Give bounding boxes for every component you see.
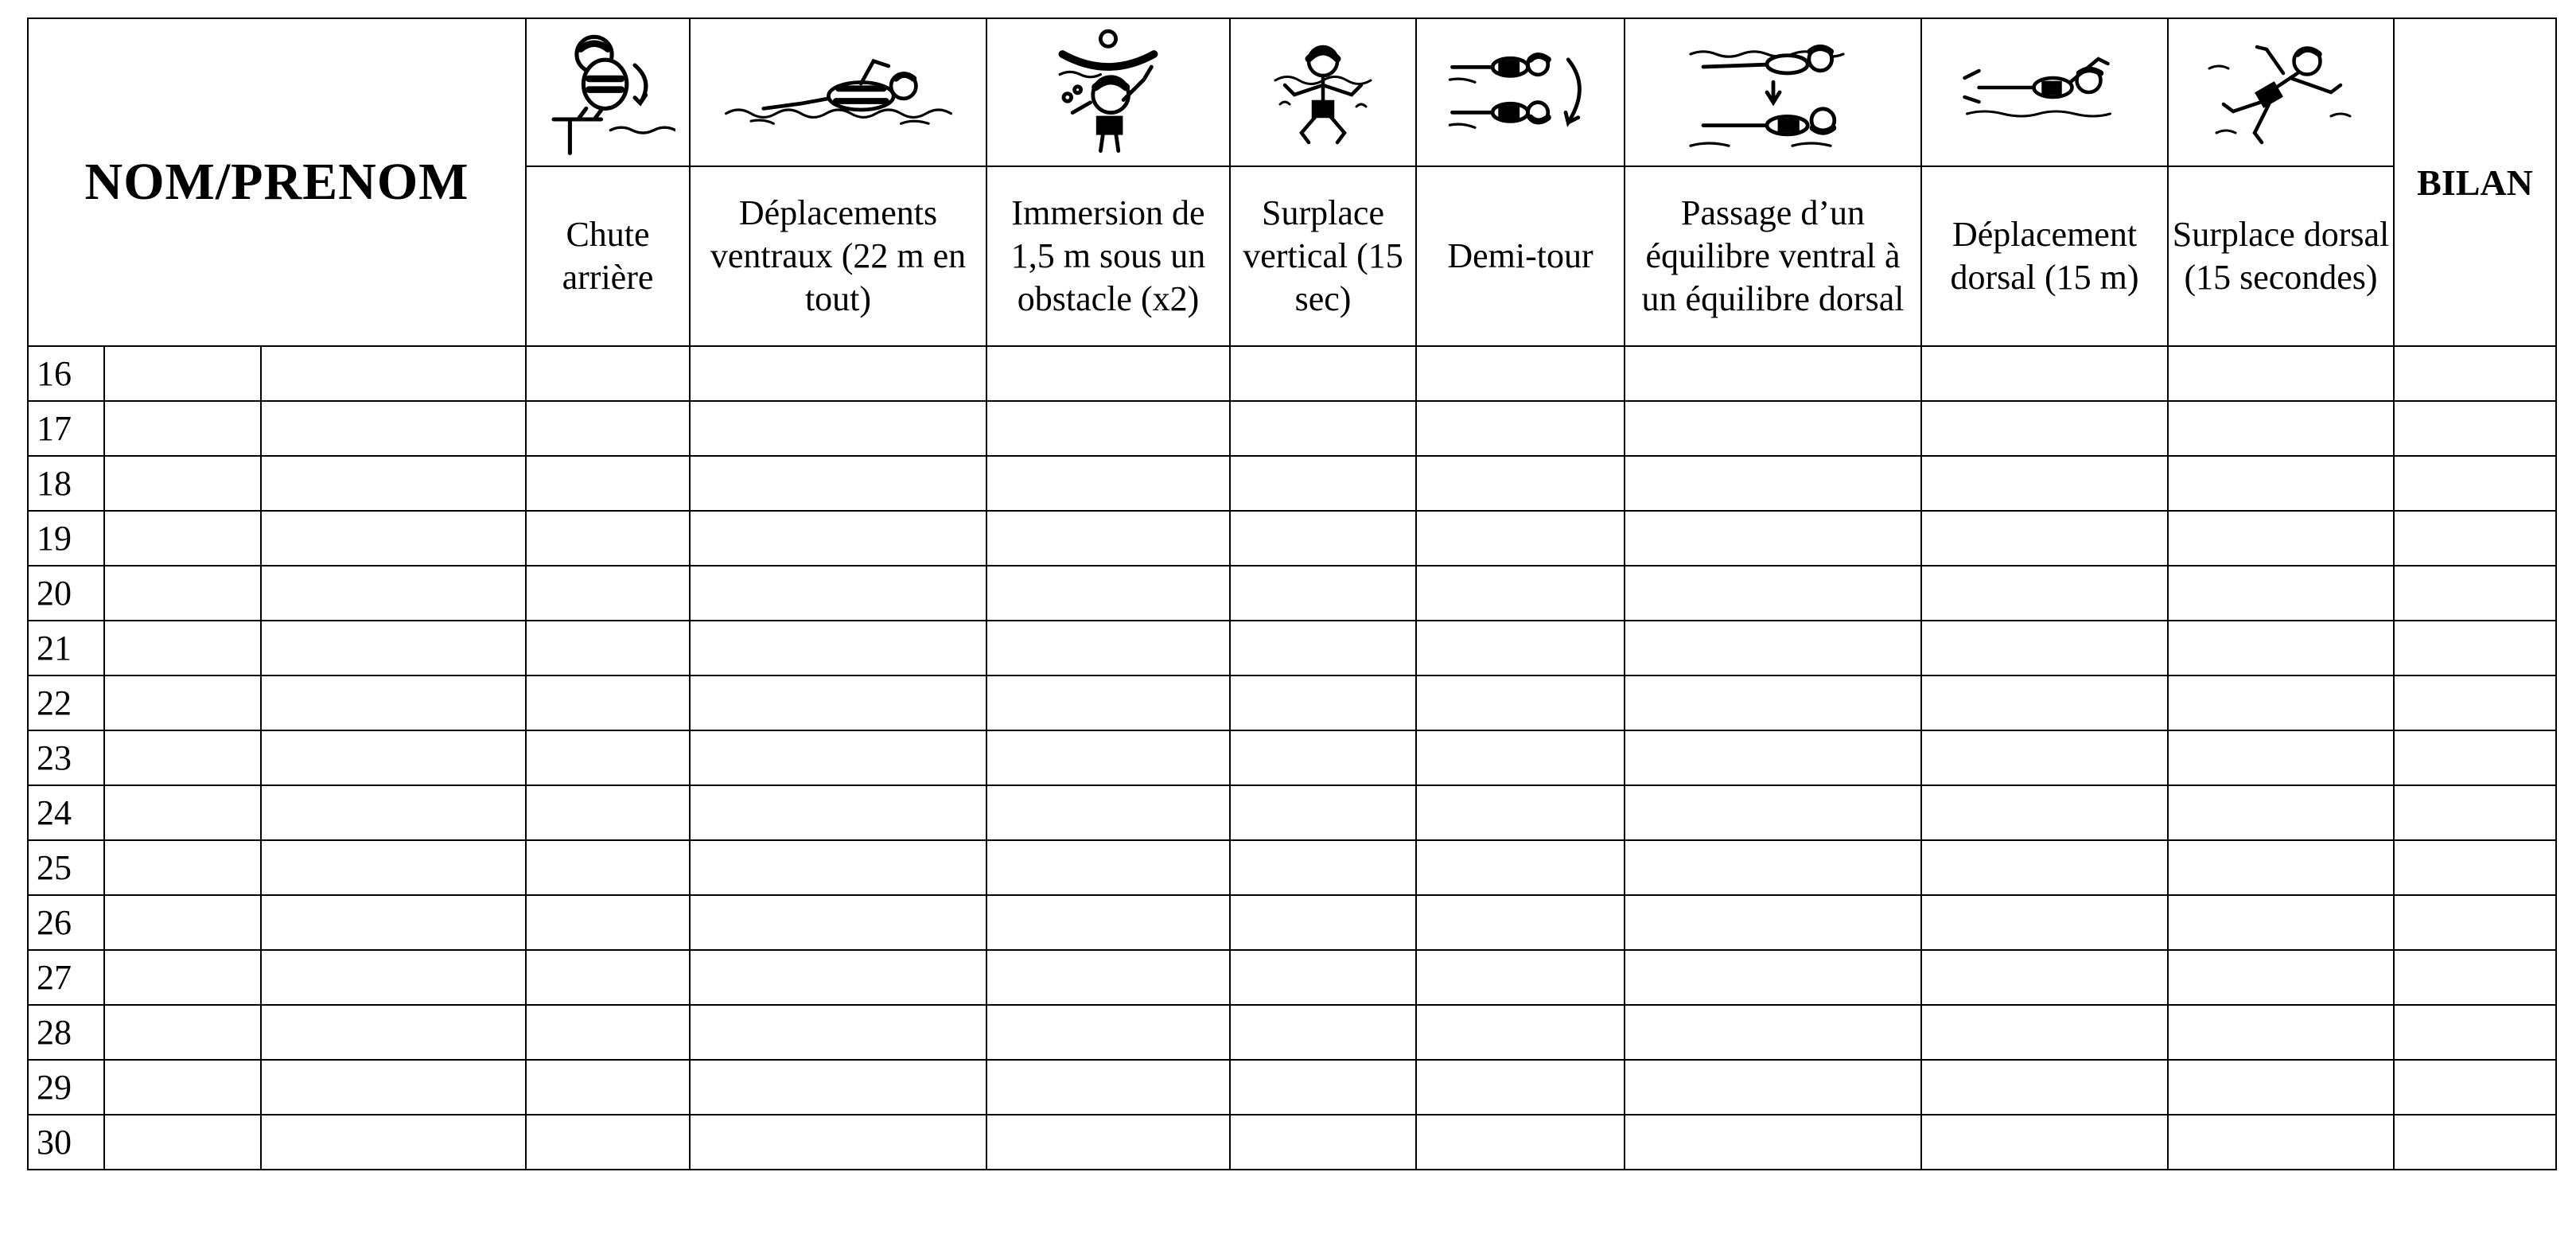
score-cell[interactable]: [986, 895, 1230, 950]
score-cell[interactable]: [1416, 621, 1625, 676]
score-cell[interactable]: [1230, 621, 1416, 676]
score-cell[interactable]: [1625, 730, 1921, 785]
column-header-ventral-to-dorsal: Passage d’un équilibre ventral à un équilibre dorsal: [1625, 166, 1921, 346]
first-name-cell[interactable]: [261, 1060, 526, 1115]
score-cell[interactable]: [1230, 895, 1416, 950]
row-number: 27: [28, 950, 104, 1005]
ventral-to-dorsal-icon-cell: [1625, 18, 1921, 166]
ventral-to-dorsal-icon: [1678, 29, 1869, 156]
row-number: 26: [28, 895, 104, 950]
last-name-cell[interactable]: [104, 895, 261, 950]
bilan-cell[interactable]: [2394, 950, 2556, 1005]
last-name-cell[interactable]: [104, 621, 261, 676]
score-cell[interactable]: [1416, 456, 1625, 511]
score-cell[interactable]: [526, 621, 690, 676]
first-name-cell[interactable]: [261, 511, 526, 566]
bilan-cell[interactable]: [2394, 840, 2556, 895]
score-cell[interactable]: [1625, 676, 1921, 730]
score-cell[interactable]: [1416, 785, 1625, 840]
row-number: 28: [28, 1005, 104, 1060]
score-cell[interactable]: [1625, 346, 1921, 401]
last-name-cell[interactable]: [104, 511, 261, 566]
score-cell[interactable]: [526, 676, 690, 730]
score-cell[interactable]: [1416, 840, 1625, 895]
score-cell[interactable]: [1625, 840, 1921, 895]
bilan-cell[interactable]: [2394, 1005, 2556, 1060]
score-cell[interactable]: [986, 346, 1230, 401]
score-cell[interactable]: [986, 566, 1230, 621]
score-cell[interactable]: [690, 676, 986, 730]
score-cell[interactable]: [2168, 1115, 2394, 1170]
score-cell[interactable]: [986, 456, 1230, 511]
table-row: [28, 1115, 2556, 1170]
first-name-cell[interactable]: [261, 566, 526, 621]
score-cell[interactable]: [1230, 566, 1416, 621]
table-row: [28, 785, 2556, 840]
backward-fall-icon-cell: [526, 18, 690, 166]
score-cell[interactable]: [526, 730, 690, 785]
score-cell[interactable]: [526, 1115, 690, 1170]
score-cell[interactable]: [1921, 1005, 2168, 1060]
column-header-half-turn: Demi-tour: [1416, 166, 1625, 346]
score-cell[interactable]: [1230, 1060, 1416, 1115]
half-turn-icon-cell: [1416, 18, 1625, 166]
first-name-cell[interactable]: [261, 676, 526, 730]
score-cell[interactable]: [2168, 621, 2394, 676]
bilan-cell[interactable]: [2394, 730, 2556, 785]
score-cell[interactable]: [986, 1115, 1230, 1170]
row-number: 25: [28, 840, 104, 895]
dorsal-float-icon-cell: [2168, 18, 2394, 166]
column-header-dorsal-float: Surplace dorsal (15 secondes): [2168, 166, 2394, 346]
score-cell[interactable]: [986, 676, 1230, 730]
column-header-ventral-swim: Déplacements ventraux (22 m en tout): [690, 166, 986, 346]
score-cell[interactable]: [1230, 785, 1416, 840]
first-name-cell[interactable]: [261, 346, 526, 401]
score-cell[interactable]: [690, 1115, 986, 1170]
first-name-cell[interactable]: [261, 950, 526, 1005]
score-cell[interactable]: [1625, 1060, 1921, 1115]
last-name-cell[interactable]: [104, 730, 261, 785]
last-name-cell[interactable]: [104, 950, 261, 1005]
row-number: 29: [28, 1060, 104, 1115]
bilan-cell[interactable]: [2394, 456, 2556, 511]
score-cell[interactable]: [1625, 511, 1921, 566]
immersion-obstacle-icon: [1045, 25, 1172, 160]
bilan-column-header: BILAN: [2394, 18, 2556, 346]
row-number: 16: [28, 346, 104, 401]
score-cell[interactable]: [2168, 566, 2394, 621]
score-cell[interactable]: [986, 1060, 1230, 1115]
score-cell[interactable]: [2168, 1005, 2394, 1060]
column-header-immersion: Immersion de 1,5 m sous un obstacle (x2): [986, 166, 1230, 346]
last-name-cell[interactable]: [104, 346, 261, 401]
score-cell[interactable]: [1416, 676, 1625, 730]
score-cell[interactable]: [690, 346, 986, 401]
row-number: 19: [28, 511, 104, 566]
score-cell[interactable]: [690, 950, 986, 1005]
score-cell[interactable]: [2168, 895, 2394, 950]
score-cell[interactable]: [1625, 1115, 1921, 1170]
score-cell[interactable]: [1921, 566, 2168, 621]
table-row: [28, 950, 2556, 1005]
score-cell[interactable]: [1230, 456, 1416, 511]
score-cell[interactable]: [2168, 676, 2394, 730]
score-cell[interactable]: [1625, 950, 1921, 1005]
row-number: 24: [28, 785, 104, 840]
evaluation-grid: [27, 18, 2557, 1170]
score-cell[interactable]: [1921, 621, 2168, 676]
score-cell[interactable]: [526, 456, 690, 511]
score-cell[interactable]: [2168, 346, 2394, 401]
bilan-cell[interactable]: [2394, 511, 2556, 566]
score-cell[interactable]: [1416, 401, 1625, 456]
first-name-cell[interactable]: [261, 1115, 526, 1170]
score-cell[interactable]: [1625, 401, 1921, 456]
first-name-cell[interactable]: [261, 401, 526, 456]
table-row: [28, 1060, 2556, 1115]
bilan-cell[interactable]: [2394, 1060, 2556, 1115]
dorsal-float-icon: [2193, 33, 2368, 152]
table-row: [28, 511, 2556, 566]
table-row: [28, 730, 2556, 785]
score-cell[interactable]: [1921, 1060, 2168, 1115]
score-cell[interactable]: [526, 566, 690, 621]
vertical-treading-icon-cell: [1230, 18, 1416, 166]
row-number: 20: [28, 566, 104, 621]
score-cell[interactable]: [1230, 950, 1416, 1005]
score-cell[interactable]: [690, 566, 986, 621]
score-cell[interactable]: [690, 456, 986, 511]
bilan-cell[interactable]: [2394, 785, 2556, 840]
row-number: 23: [28, 730, 104, 785]
score-cell[interactable]: [1230, 840, 1416, 895]
score-cell[interactable]: [1921, 346, 2168, 401]
row-number: 30: [28, 1115, 104, 1170]
score-cell[interactable]: [690, 401, 986, 456]
ventral-swim-icon: [711, 49, 966, 136]
score-cell[interactable]: [2168, 785, 2394, 840]
last-name-cell[interactable]: [104, 1005, 261, 1060]
score-cell[interactable]: [1416, 730, 1625, 785]
column-header-dorsal-swim: Déplacement dorsal (15 m): [1921, 166, 2168, 346]
score-cell[interactable]: [2168, 840, 2394, 895]
score-cell[interactable]: [1921, 511, 2168, 566]
bilan-cell[interactable]: [2394, 401, 2556, 456]
score-cell[interactable]: [1921, 840, 2168, 895]
score-cell[interactable]: [526, 511, 690, 566]
score-cell[interactable]: [690, 895, 986, 950]
score-cell[interactable]: [986, 840, 1230, 895]
vertical-treading-icon: [1259, 33, 1387, 152]
score-cell[interactable]: [1921, 895, 2168, 950]
score-cell[interactable]: [986, 511, 1230, 566]
score-cell[interactable]: [690, 785, 986, 840]
backward-fall-icon: [540, 25, 675, 160]
score-cell[interactable]: [690, 511, 986, 566]
last-name-cell[interactable]: [104, 1115, 261, 1170]
score-cell[interactable]: [690, 1060, 986, 1115]
last-name-cell[interactable]: [104, 676, 261, 730]
row-number: 21: [28, 621, 104, 676]
score-cell[interactable]: [1230, 401, 1416, 456]
score-cell[interactable]: [986, 950, 1230, 1005]
score-cell[interactable]: [2168, 1060, 2394, 1115]
score-cell[interactable]: [1625, 456, 1921, 511]
score-cell[interactable]: [2168, 401, 2394, 456]
bilan-cell[interactable]: [2394, 566, 2556, 621]
column-header-vertical-treading: Surplace vertical (15 sec): [1230, 166, 1416, 346]
score-cell[interactable]: [986, 621, 1230, 676]
score-cell[interactable]: [526, 1005, 690, 1060]
score-cell[interactable]: [1921, 730, 2168, 785]
last-name-cell[interactable]: [104, 785, 261, 840]
score-cell[interactable]: [986, 730, 1230, 785]
score-cell[interactable]: [1416, 511, 1625, 566]
score-cell[interactable]: [1625, 1005, 1921, 1060]
score-cell[interactable]: [1230, 511, 1416, 566]
score-cell[interactable]: [1921, 785, 2168, 840]
score-cell[interactable]: [690, 1005, 986, 1060]
score-cell[interactable]: [690, 621, 986, 676]
row-number: 22: [28, 676, 104, 730]
score-cell[interactable]: [1230, 1005, 1416, 1060]
score-cell[interactable]: [526, 895, 690, 950]
bilan-cell[interactable]: [2394, 895, 2556, 950]
name-column-header: NOM/PRENOM: [28, 18, 526, 346]
table-row: [28, 840, 2556, 895]
first-name-cell[interactable]: [261, 895, 526, 950]
score-cell[interactable]: [1416, 566, 1625, 621]
score-cell[interactable]: [2168, 456, 2394, 511]
ventral-swim-icon-cell: [690, 18, 986, 166]
score-cell[interactable]: [2168, 730, 2394, 785]
score-cell[interactable]: [1416, 895, 1625, 950]
last-name-cell[interactable]: [104, 401, 261, 456]
table-row: [28, 566, 2556, 621]
immersion-obstacle-icon-cell: [986, 18, 1230, 166]
first-name-cell[interactable]: [261, 621, 526, 676]
score-cell[interactable]: [1625, 566, 1921, 621]
score-cell[interactable]: [1921, 456, 2168, 511]
first-name-cell[interactable]: [261, 1005, 526, 1060]
column-header-backward-fall: Chute arrière: [526, 166, 690, 346]
student-rows: [28, 346, 2556, 1170]
row-number: 17: [28, 401, 104, 456]
score-cell[interactable]: [986, 1005, 1230, 1060]
score-cell[interactable]: [526, 840, 690, 895]
table-row: [28, 621, 2556, 676]
last-name-cell[interactable]: [104, 566, 261, 621]
score-cell[interactable]: [1625, 895, 1921, 950]
score-cell[interactable]: [690, 730, 986, 785]
score-cell[interactable]: [1416, 1060, 1625, 1115]
last-name-cell[interactable]: [104, 840, 261, 895]
score-cell[interactable]: [1230, 730, 1416, 785]
row-number: 18: [28, 456, 104, 511]
evaluation-sheet: [27, 18, 2555, 1227]
score-cell[interactable]: [1230, 1115, 1416, 1170]
score-cell[interactable]: [526, 950, 690, 1005]
score-cell[interactable]: [1921, 1115, 2168, 1170]
score-cell[interactable]: [1921, 401, 2168, 456]
dorsal-swim-icon: [1953, 45, 2136, 140]
table-row: [28, 676, 2556, 730]
score-cell[interactable]: [1921, 950, 2168, 1005]
score-cell[interactable]: [526, 346, 690, 401]
score-cell[interactable]: [526, 1060, 690, 1115]
table-row: [28, 1005, 2556, 1060]
table-row: [28, 401, 2556, 456]
bilan-cell[interactable]: [2394, 346, 2556, 401]
first-name-cell[interactable]: [261, 840, 526, 895]
half-turn-icon: [1445, 41, 1596, 144]
bilan-cell[interactable]: [2394, 1115, 2556, 1170]
score-cell[interactable]: [1416, 1115, 1625, 1170]
score-cell[interactable]: [1230, 676, 1416, 730]
last-name-cell[interactable]: [104, 1060, 261, 1115]
score-cell[interactable]: [1625, 621, 1921, 676]
bilan-cell[interactable]: [2394, 676, 2556, 730]
score-cell[interactable]: [526, 401, 690, 456]
score-cell[interactable]: [1416, 346, 1625, 401]
score-cell[interactable]: [2168, 511, 2394, 566]
score-cell[interactable]: [1625, 785, 1921, 840]
last-name-cell[interactable]: [104, 456, 261, 511]
score-cell[interactable]: [1921, 676, 2168, 730]
table-row: [28, 456, 2556, 511]
first-name-cell[interactable]: [261, 730, 526, 785]
table-row: [28, 895, 2556, 950]
first-name-cell[interactable]: [261, 456, 526, 511]
bilan-cell[interactable]: [2394, 621, 2556, 676]
score-cell[interactable]: [1230, 346, 1416, 401]
first-name-cell[interactable]: [261, 785, 526, 840]
score-cell[interactable]: [2168, 950, 2394, 1005]
score-cell[interactable]: [986, 785, 1230, 840]
score-cell[interactable]: [526, 785, 690, 840]
score-cell[interactable]: [690, 840, 986, 895]
score-cell[interactable]: [1416, 950, 1625, 1005]
score-cell[interactable]: [1416, 1005, 1625, 1060]
score-cell[interactable]: [986, 401, 1230, 456]
table-row: [28, 346, 2556, 401]
dorsal-swim-icon-cell: [1921, 18, 2168, 166]
